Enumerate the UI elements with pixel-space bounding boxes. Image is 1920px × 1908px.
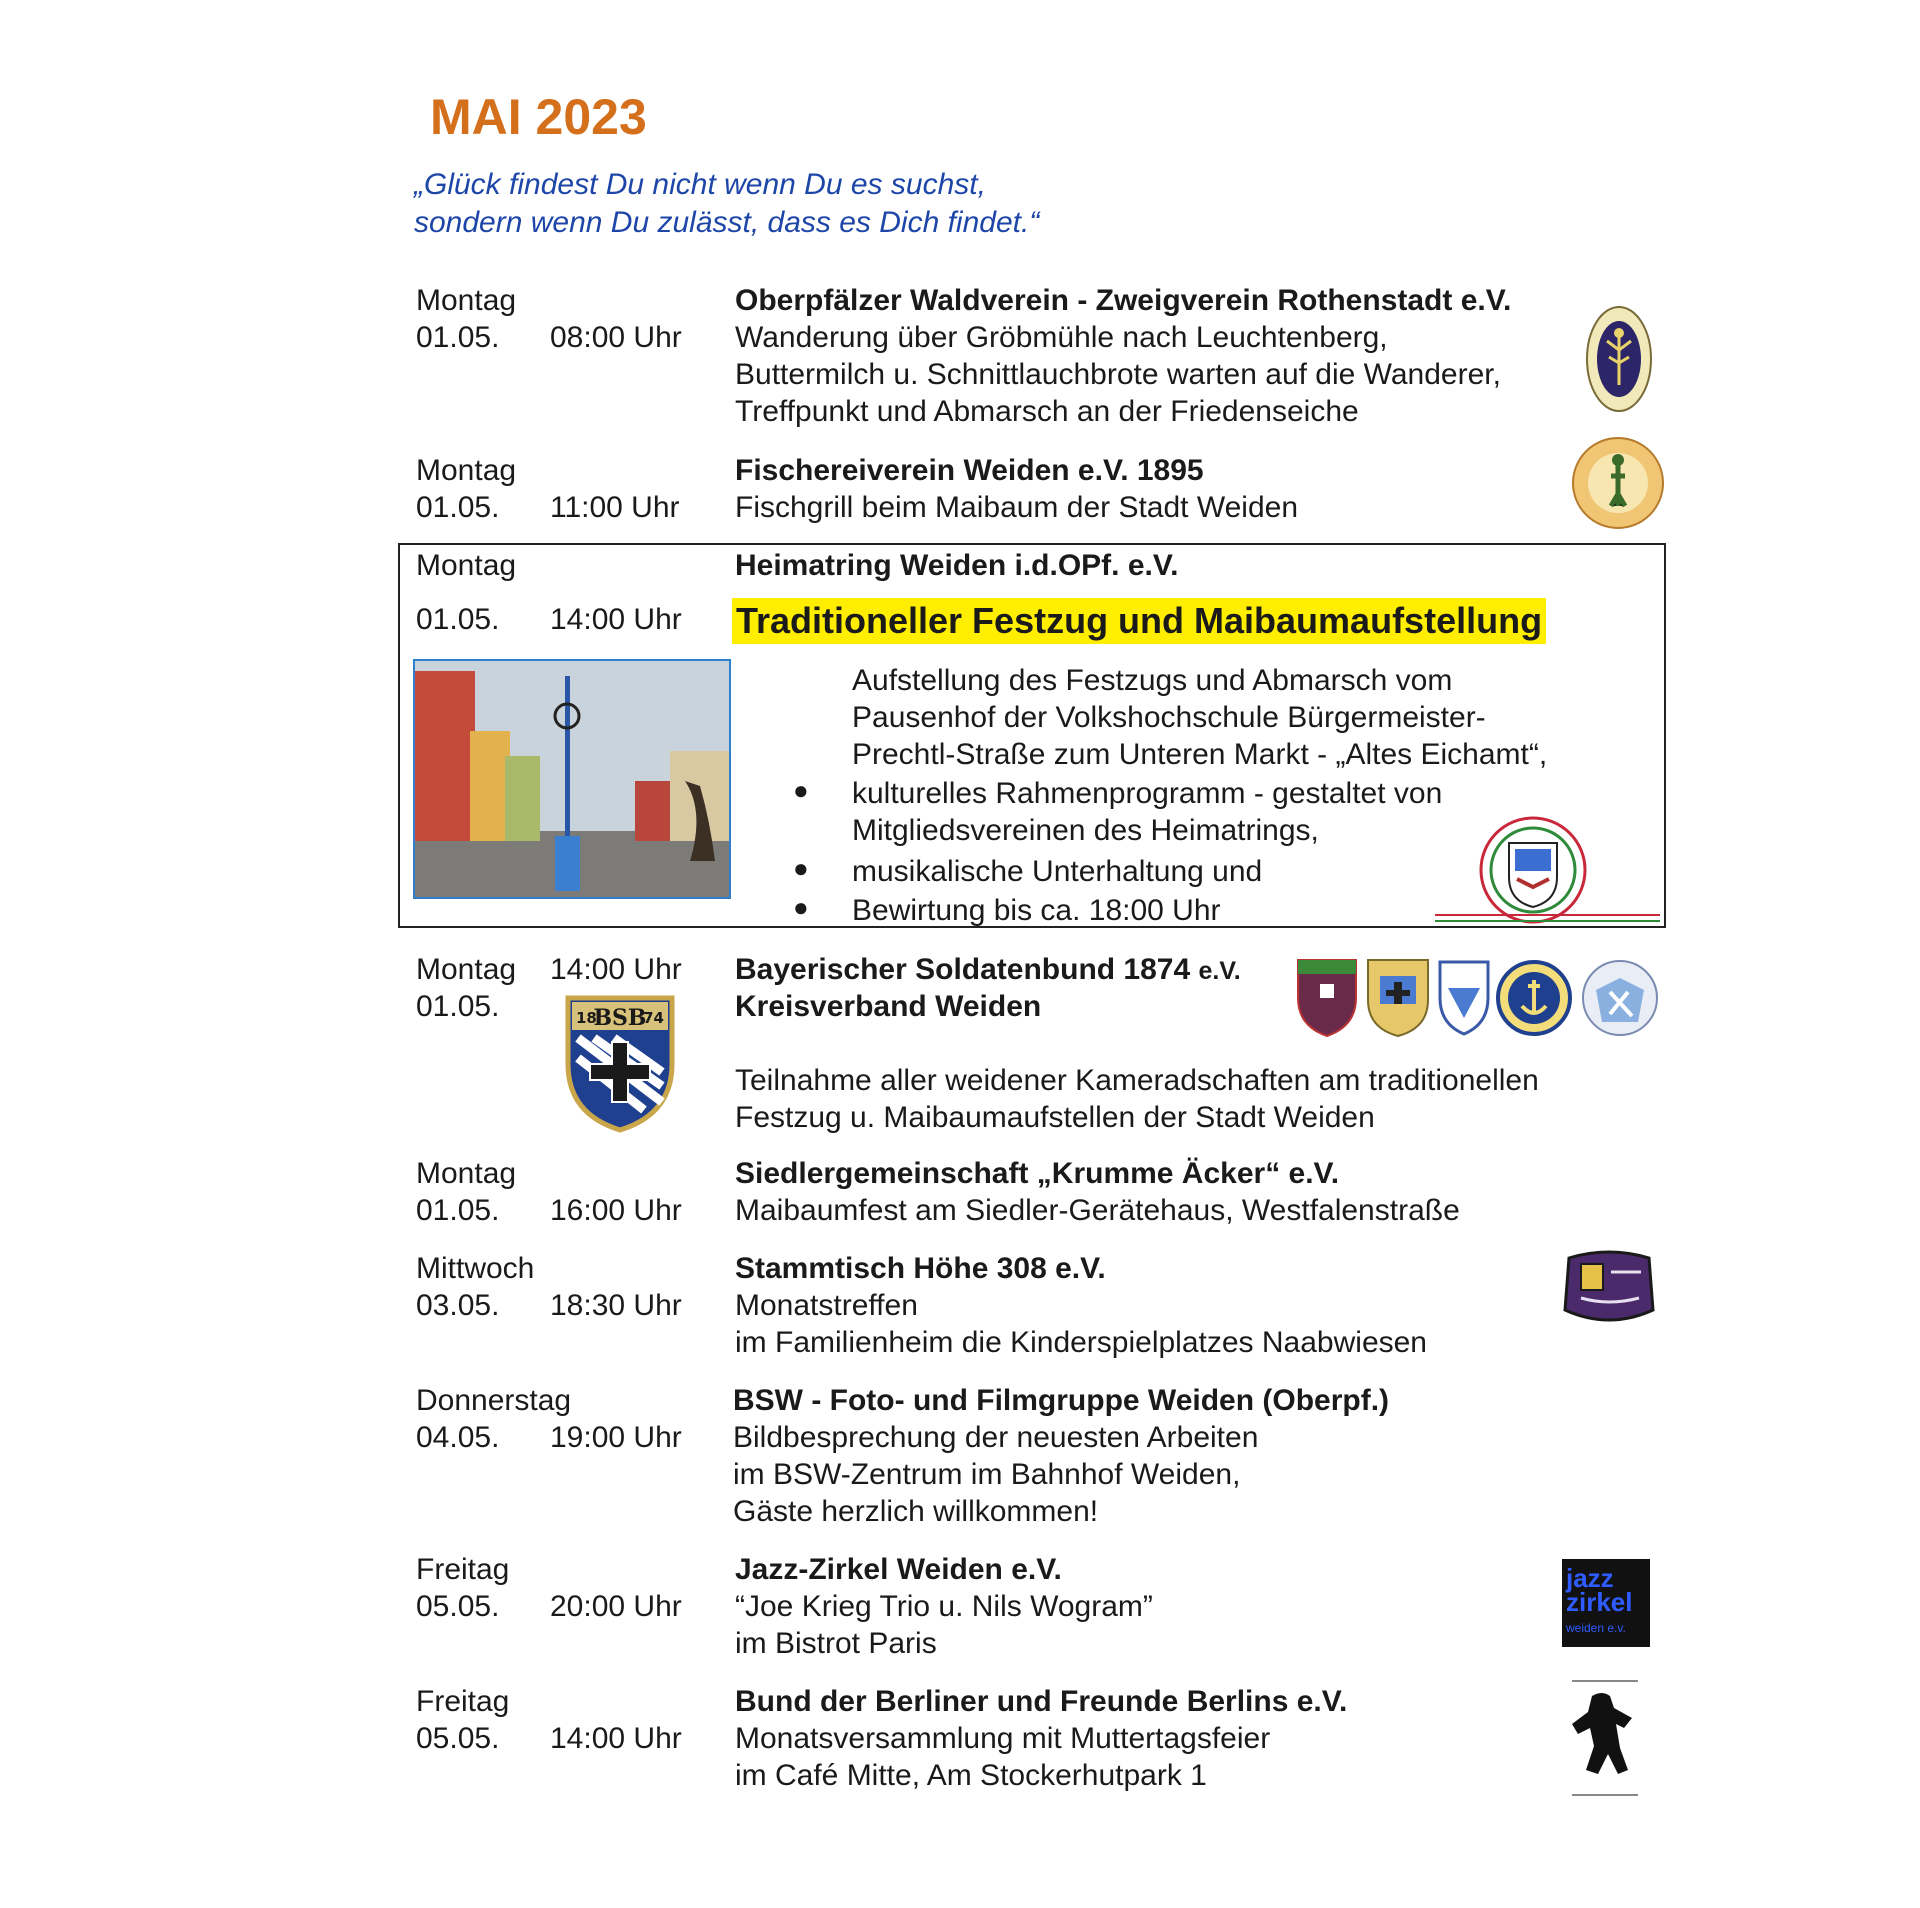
- event-time: 16:00 Uhr: [550, 1194, 682, 1227]
- event-organizer: Heimatring Weiden i.d.OPf. e.V.: [735, 549, 1179, 582]
- event-detail: “Joe Krieg Trio u. Nils Wogram”: [735, 1590, 1153, 1623]
- event-detail: im Bistrot Paris: [735, 1627, 937, 1660]
- event-detail: Aufstellung des Festzugs und Abmarsch vom: [852, 664, 1453, 697]
- event-day: Montag: [416, 454, 517, 487]
- berlin-bear-logo-icon: [1562, 1678, 1648, 1798]
- bullet-point: ●: [793, 775, 809, 805]
- event-highlight: Traditioneller Festzug und Maibaumaufstellung: [732, 598, 1546, 644]
- kam-techn-truppen-badge-icon: [1440, 962, 1488, 1034]
- waldverein-logo-icon: [1585, 305, 1653, 413]
- event-date: 01.05.: [416, 603, 500, 636]
- event-day: Donnerstag: [416, 1384, 572, 1417]
- event-day: Freitag: [416, 1553, 510, 1586]
- bullet-point: ●: [793, 892, 809, 922]
- event-detail: Treffpunkt und Abmarsch an der Friedenseiche: [735, 395, 1359, 428]
- event-time: 20:00 Uhr: [550, 1590, 682, 1623]
- bullet-point: ●: [793, 853, 809, 883]
- fischereiverein-logo-icon: [1571, 436, 1665, 530]
- event-time: 14:00 Uhr: [550, 953, 682, 986]
- event-detail: Wanderung über Gröbmühle nach Leuchtenberg,: [735, 321, 1388, 354]
- event-day: Montag: [416, 1157, 517, 1190]
- event-organizer-line2: Kreisverband Weiden: [735, 990, 1042, 1023]
- event-detail: Mitgliedsvereinen des Heimatrings,: [852, 814, 1319, 847]
- event-day: Mittwoch: [416, 1252, 535, 1285]
- event-organizer: Fischereiverein Weiden e.V. 1895: [735, 454, 1204, 487]
- event-detail: im Familienheim die Kinderspielplatzes Naabwiesen: [735, 1326, 1427, 1359]
- event-date: 05.05.: [416, 1722, 500, 1755]
- event-organizer: Stammtisch Höhe 308 e.V.: [735, 1252, 1106, 1285]
- event-organizer: BSW - Foto- und Filmgruppe Weiden (Oberpf.): [733, 1384, 1390, 1417]
- page-title: MAI 2023: [430, 89, 647, 145]
- event-day: Montag: [416, 549, 517, 582]
- jazz-zirkel-logo-icon: [1562, 1559, 1650, 1647]
- kameradschaft-badges: [1296, 958, 1662, 1043]
- stammtisch-logo-icon: [1561, 1246, 1657, 1330]
- event-time: 08:00 Uhr: [550, 321, 682, 354]
- event-organizer: Siedlergemeinschaft „Krumme Äcker“ e.V.: [735, 1157, 1340, 1190]
- bsb-logo-text-left: 18: [576, 1009, 597, 1027]
- maibaum-photo-icon: [413, 659, 731, 899]
- event-detail: Monatstreffen: [735, 1289, 918, 1322]
- heimatring-logo-icon: [1435, 815, 1660, 927]
- event-detail: im BSW-Zentrum im Bahnhof Weiden,: [733, 1458, 1241, 1491]
- event-detail: Teilnahme aller weidener Kameradschaften am traditionellen: [735, 1064, 1539, 1097]
- event-date: 05.05.: [416, 1590, 500, 1623]
- event-date: 04.05.: [416, 1421, 500, 1454]
- event-organizer: Bund der Berliner und Freunde Berlins e.V.: [735, 1685, 1348, 1718]
- quote-line-1: „Glück findest Du nicht wenn Du es suchst,: [414, 168, 986, 201]
- event-time: 14:00 Uhr: [550, 603, 682, 636]
- event-detail: Gäste herzlich willkommen!: [733, 1495, 1099, 1528]
- event-detail: kulturelles Rahmenprogramm - gestaltet von: [852, 777, 1443, 810]
- marine-anchor-badge-icon: [1498, 962, 1570, 1034]
- event-time: 11:00 Uhr: [550, 491, 680, 524]
- kameradschaft-badge-icon: [1298, 960, 1356, 1036]
- event-detail: Bildbesprechung der neuesten Arbeiten: [733, 1421, 1259, 1454]
- weiden-logo-text: weiden e.v.: [1566, 1621, 1626, 1635]
- event-detail: Festzug u. Maibaumaufstellen der Stadt Weiden: [735, 1101, 1375, 1134]
- event-detail: Prechtl-Straße zum Unteren Markt - „Altes Eichamt“,: [852, 738, 1548, 771]
- kv-weiden-badge-icon: [1583, 961, 1657, 1035]
- event-detail: Buttermilch u. Schnittlauchbrote warten auf die Wanderer,: [735, 358, 1501, 391]
- event-organizer: [735, 951, 1241, 990]
- event-organizer-suffix: e.V.: [1198, 957, 1241, 985]
- event-detail: Fischgrill beim Maibaum der Stadt Weiden: [735, 491, 1299, 524]
- kameradschaft-rothenstadt-badge-icon: [1368, 960, 1428, 1036]
- event-day: Montag: [416, 953, 517, 986]
- bsb-shield-logo-icon: [564, 994, 676, 1134]
- event-date: 01.05.: [416, 990, 500, 1023]
- event-date: 01.05.: [416, 1194, 500, 1227]
- zirkel-logo-text: zirkel: [1566, 1587, 1633, 1617]
- event-date: 01.05.: [416, 491, 500, 524]
- event-time: 19:00 Uhr: [550, 1421, 682, 1454]
- event-detail: Maibaumfest am Siedler-Gerätehaus, Westfalenstraße: [735, 1194, 1460, 1227]
- event-organizer: Jazz-Zirkel Weiden e.V.: [735, 1553, 1062, 1586]
- event-organizer-name: Bayerischer Soldatenbund 1874: [735, 953, 1191, 986]
- event-day: Montag: [416, 284, 517, 317]
- event-detail: musikalische Unterhaltung und: [852, 855, 1263, 888]
- bsb-logo-text-mid: BSB: [593, 1005, 647, 1031]
- event-detail: im Café Mitte, Am Stockerhutpark 1: [735, 1759, 1207, 1792]
- event-organizer: Oberpfälzer Waldverein - Zweigverein Rothenstadt e.V.: [735, 284, 1512, 317]
- event-detail: Pausenhof der Volkshochschule Bürgermeister-: [852, 701, 1486, 734]
- event-time: 18:30 Uhr: [550, 1289, 682, 1322]
- event-date: 03.05.: [416, 1289, 500, 1322]
- event-detail: Bewirtung bis ca. 18:00 Uhr: [852, 894, 1221, 927]
- quote-line-2: sondern wenn Du zulässt, dass es Dich findet.“: [414, 206, 1040, 239]
- jazz-logo-text: jazz: [1566, 1563, 1614, 1593]
- bsb-logo-text-right: 74: [643, 1009, 664, 1027]
- event-time: 14:00 Uhr: [550, 1722, 682, 1755]
- event-date: 01.05.: [416, 321, 500, 354]
- event-detail: Monatsversammlung mit Muttertagsfeier: [735, 1722, 1271, 1755]
- event-day: Freitag: [416, 1685, 510, 1718]
